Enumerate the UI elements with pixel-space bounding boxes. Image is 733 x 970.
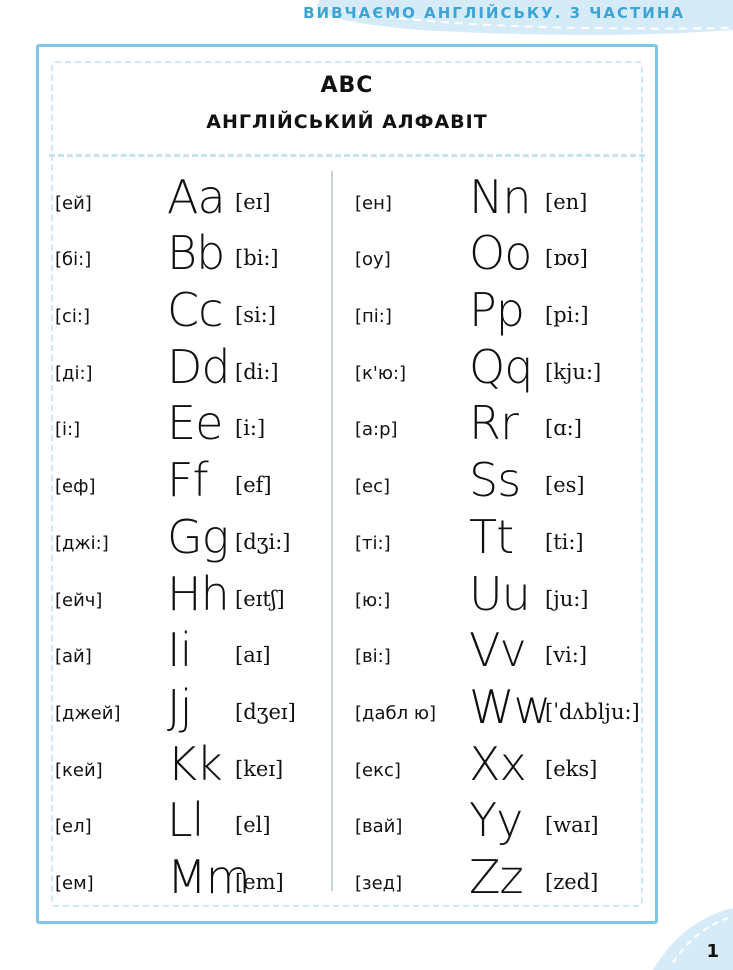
letter-pair: Zz bbox=[469, 849, 523, 904]
ukrainian-pronunciation: [зед] bbox=[355, 872, 403, 894]
ipa-transcription: [em] bbox=[235, 869, 284, 894]
ukrainian-pronunciation: [к'ю:] bbox=[355, 362, 407, 384]
ipa-transcription: [keɪ] bbox=[235, 756, 284, 781]
ipa-transcription: [pi:] bbox=[545, 303, 589, 328]
ukrainian-pronunciation: [ю:] bbox=[355, 589, 391, 611]
ipa-transcription: [ef] bbox=[235, 473, 272, 498]
page-number: 1 bbox=[706, 941, 719, 962]
letter-pair: Yy bbox=[469, 793, 523, 848]
ipa-transcription: [aɪ] bbox=[235, 643, 271, 668]
letter-pair: Pp bbox=[469, 283, 524, 338]
letter-pair: Bb bbox=[167, 226, 225, 281]
letter-pair: Tt bbox=[469, 509, 514, 564]
header-title: ВИВЧАЄМО АНГЛІЙСЬКУ. 3 ЧАСТИНА bbox=[303, 4, 685, 22]
ipa-transcription: [zed] bbox=[545, 869, 599, 894]
ukrainian-pronunciation: [джей] bbox=[55, 702, 121, 724]
letter-pair: Ww bbox=[469, 679, 551, 734]
vertical-divider bbox=[331, 171, 333, 891]
ipa-transcription: [ɑ:] bbox=[545, 416, 582, 441]
ukrainian-pronunciation: [ел] bbox=[55, 816, 92, 838]
ipa-transcription: [kju:] bbox=[545, 359, 602, 384]
ipa-transcription: [el] bbox=[235, 813, 271, 838]
letter-pair: Uu bbox=[469, 566, 530, 621]
letter-pair: Ss bbox=[469, 453, 521, 508]
ipa-transcription: [ju:] bbox=[545, 586, 589, 611]
alphabet-card bbox=[36, 44, 658, 924]
ukrainian-pronunciation: [ей] bbox=[55, 192, 92, 214]
ukrainian-pronunciation: [оу] bbox=[355, 249, 391, 271]
ipa-transcription: [eks] bbox=[545, 756, 598, 781]
ipa-transcription: [ti:] bbox=[545, 529, 584, 554]
ukrainian-pronunciation: [ті:] bbox=[355, 532, 391, 554]
ipa-transcription: [di:] bbox=[235, 359, 279, 384]
ukrainian-pronunciation: [еф] bbox=[55, 476, 96, 498]
ukrainian-pronunciation: [сі:] bbox=[55, 306, 91, 328]
letter-pair: Kk bbox=[167, 736, 222, 791]
ipa-transcription: [si:] bbox=[235, 303, 276, 328]
ukrainian-pronunciation: [бі:] bbox=[55, 249, 92, 271]
letter-pair: Cc bbox=[167, 283, 223, 338]
ukrainian-pronunciation: [кей] bbox=[55, 759, 103, 781]
letter-pair: Xx bbox=[469, 736, 526, 791]
ukrainian-pronunciation: [ен] bbox=[355, 192, 392, 214]
letter-pair: Qq bbox=[469, 339, 533, 394]
letter-pair: Jj bbox=[167, 679, 192, 734]
letter-pair: Ee bbox=[167, 396, 223, 451]
ipa-transcription: [eɪtʃ] bbox=[235, 586, 285, 611]
letter-pair: Hh bbox=[167, 566, 229, 621]
ipa-transcription: [vi:] bbox=[545, 643, 588, 668]
ukrainian-pronunciation: [ес] bbox=[355, 476, 391, 498]
ipa-transcription: [waɪ] bbox=[545, 813, 599, 838]
letter-pair: Aa bbox=[167, 169, 225, 224]
letter-pair: Ii bbox=[167, 623, 192, 678]
letter-pair: Mm bbox=[167, 849, 250, 904]
letter-pair: Ll bbox=[167, 793, 204, 848]
ukrainian-pronunciation: [дабл ю] bbox=[355, 702, 436, 724]
ipa-transcription: [ɒʊ] bbox=[545, 246, 588, 271]
letter-pair: Rr bbox=[469, 396, 518, 451]
ukrainian-pronunciation: [джі:] bbox=[55, 532, 109, 554]
ipa-transcription: [ˈdʌblju:] bbox=[545, 699, 640, 724]
ukrainian-pronunciation: [ем] bbox=[55, 872, 94, 894]
ukrainian-pronunciation: [ді:] bbox=[55, 362, 93, 384]
letter-pair: Gg bbox=[167, 509, 229, 564]
letter-pair: Ff bbox=[167, 453, 208, 508]
ipa-transcription: [dʒeɪ] bbox=[235, 699, 296, 724]
ukrainian-pronunciation: [екс] bbox=[355, 759, 401, 781]
ukrainian-pronunciation: [пі:] bbox=[355, 306, 392, 328]
ukrainian-pronunciation: [ві:] bbox=[355, 646, 391, 668]
ukrainian-pronunciation: [ай] bbox=[55, 646, 92, 668]
card-subtitle: АНГЛІЙСЬКИЙ АЛФАВІТ bbox=[206, 111, 488, 133]
letter-pair: Oo bbox=[469, 226, 532, 281]
letter-pair: Vv bbox=[469, 623, 526, 678]
ukrainian-pronunciation: [а:р] bbox=[355, 419, 398, 441]
ukrainian-pronunciation: [ейч] bbox=[55, 589, 103, 611]
card-title: ABC bbox=[320, 73, 374, 98]
ipa-transcription: [eɪ] bbox=[235, 189, 271, 214]
horizontal-divider bbox=[49, 154, 645, 157]
ipa-transcription: [dʒi:] bbox=[235, 529, 291, 554]
ukrainian-pronunciation: [і:] bbox=[55, 419, 81, 441]
ipa-transcription: [i:] bbox=[235, 416, 266, 441]
letter-pair: Nn bbox=[469, 169, 531, 224]
ipa-transcription: [bi:] bbox=[235, 246, 279, 271]
corner-decoration bbox=[653, 900, 733, 970]
letter-pair: Dd bbox=[167, 339, 230, 394]
ipa-transcription: [es] bbox=[545, 473, 585, 498]
ipa-transcription: [en] bbox=[545, 189, 588, 214]
ukrainian-pronunciation: [вай] bbox=[355, 816, 403, 838]
